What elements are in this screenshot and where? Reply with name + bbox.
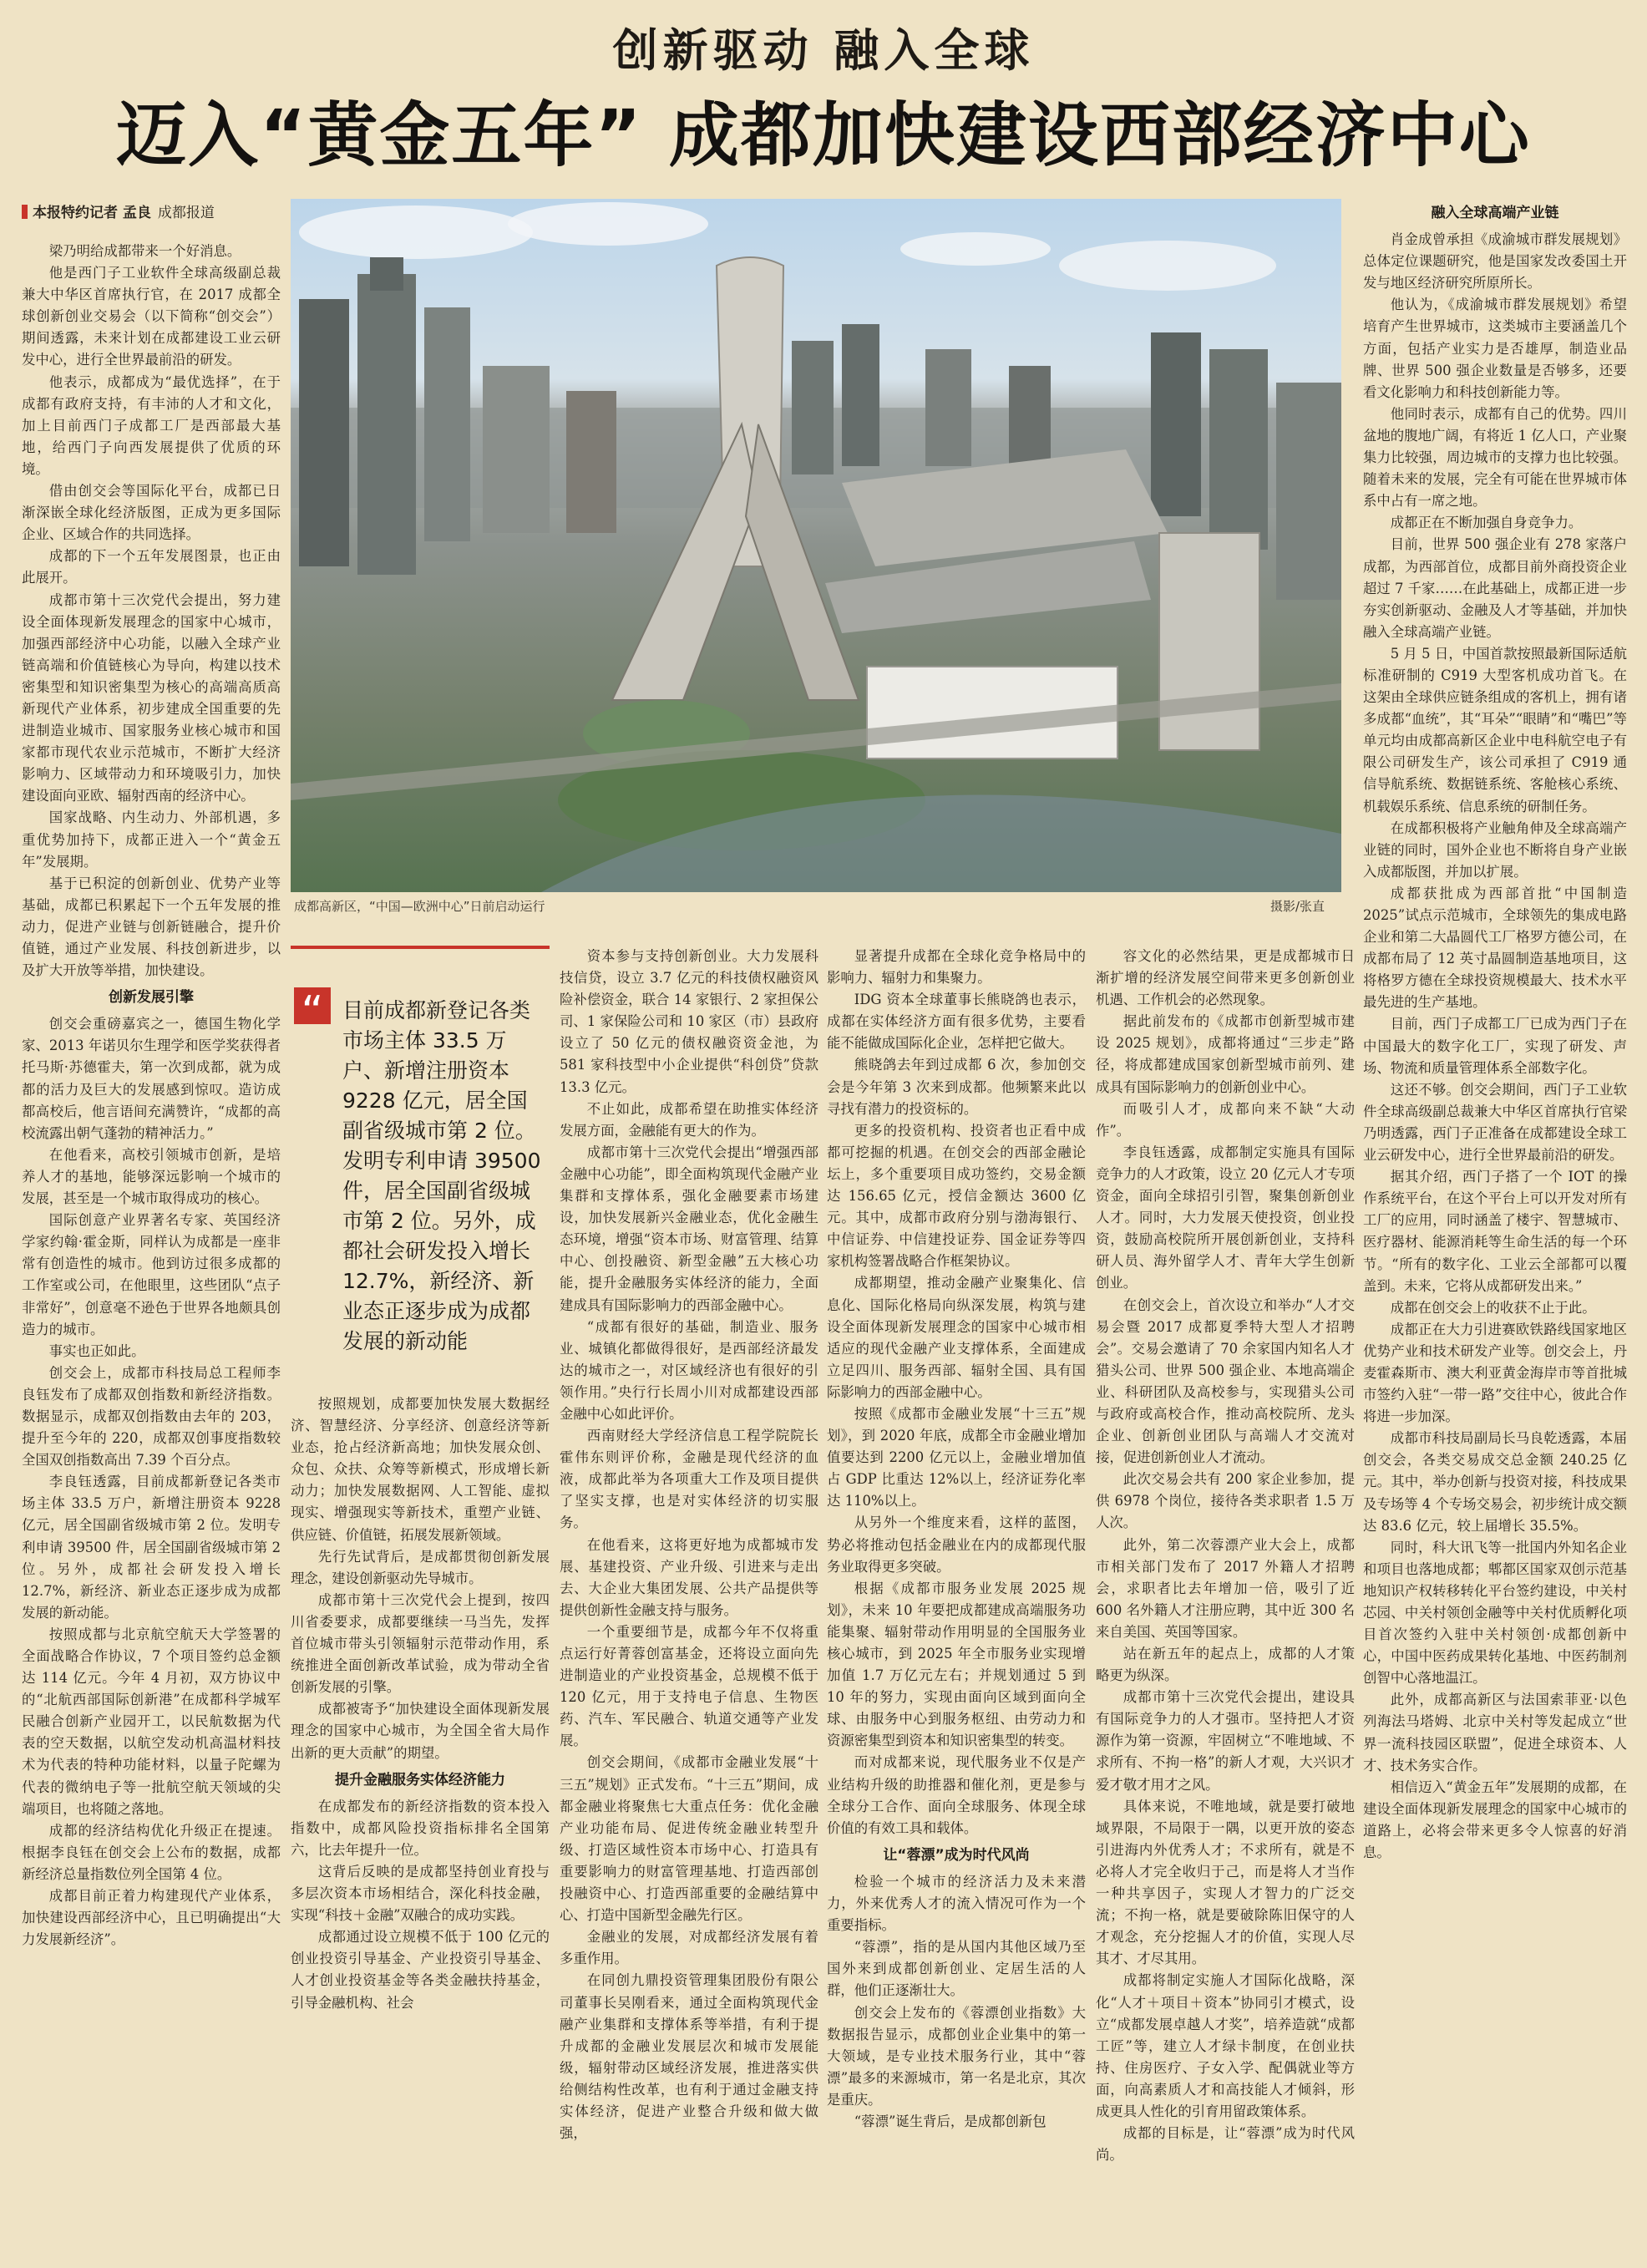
paragraph: 他是西门子工业软件全球高级副总裁兼大中华区首席执行官，在 2017 成都全球创新创业交易会（以下简称“创交会”）期间透露，未来计划在成都建设工业云研发中心，进行全世界最前沿的研发。: [22, 265, 281, 368]
paragraph: 他同时表示，成都有自己的优势。四川盆地的腹地广阔，有将近 1 亿人口，产业聚集力比较强，周边城市的支撑力也比较强。随着未来的发展，完全有可能在世界城市体系中占有一席之地。: [1363, 405, 1627, 510]
paragraph: 具体来说，不唯地域，就是要打破地域界限，不局限于一隅，以更开放的姿态引进海内外优秀人才；不求所有，就是不必将人才完全收归于己，而是将人才当作一种共享因子，实现人才智力的广泛交流；不拘一格，就是要破除陈旧保守的人才观念，充分挖掘人才的价值，实现人尽其才、才尽其用。: [1096, 1798, 1355, 1967]
paragraph: 他表示，成都成为“最优选择”，在于成都有政府支持，有丰沛的人才和文化，加上目前西门子成都工厂是西部最大基地，给西门子向西发展提供了优质的环境。: [22, 373, 281, 477]
paragraph: 在同创九鼎投资管理集团股份有限公司董事长吴刚看来，通过全面构筑现代金融产业集群和支撑体系等举措，有利于提升成都的金融业发展层次和城市发展能级，辐射带动区域经济发展，推进落实供给侧结构性改革，也有利于通过金融支持实体经济，促进产业整合升级和做大做强，: [560, 1972, 818, 2142]
paragraph: “成都有很好的基础，制造业、服务业、城镇化都做得很好，是西部经济最发达的城市之一，对区域经济也有很好的引领作用。”央行行长周小川对成都建设西部金融中心如此评价。: [560, 1318, 818, 1422]
paragraph: 同时，科大讯飞等一批国内外知名企业和项目也落地成都；郫都区国家双创示范基地知识产权转移转化平台签约建设，中关村芯园、中关村领创金融等中关村优质孵化项目首次签约入驻中关村领创·成都创新中心，中国中医药成果转化基地、中医药制剂创智中心落地温江。: [1363, 1539, 1627, 1687]
paragraph: 李良钰透露，成都制定实施具有国际竞争力的人才政策，设立 20 亿元人才专项资金，面向全球招引引智，聚集创新创业人才。同时，大力发展天使投资，创业投资，鼓励高校院所开展创新创业，支持科研人员、海外留学人才、青年大学生创新创业。: [1096, 1144, 1355, 1291]
paragraph: 按照规划，成都要加快发展大数据经济、智慧经济、分享经济、创意经济等新业态，抢占经济新高地；加快发展众创、众包、众扶、众筹等新模式，形成增长新动力；加快发展数据网、人工智能、虚拟现实、增强现实等新技术，重塑产业链、供应链、价值链，拓展发展新领域。: [291, 1396, 550, 1543]
column-4: [827, 946, 1086, 2255]
paragraph: 更多的投资机构、投资者也正看中成都可挖掘的机遇。在创交会的西部金融论坛上，多个重要项目成功签约，交易金额达 156.65 亿元，授信金额达 3600 亿元。其中，成都市政府分别与渤海银行、中信证券、中信建投证券、国金证券等四家机构签署战略合作框架协议。: [827, 1122, 1086, 1270]
paragraph: 一个重要细节是，成都今年不仅将重点运行好菁蓉创富基金，还将设立面向先进制造业的产业投资基金，总规模不低于 120 亿元，用于支持电子信息、生物医药、汽车、军民融合、轨道交通等产业发展。: [560, 1623, 818, 1749]
column-3: [560, 946, 818, 2255]
paragraph: 他认为，《成渝城市群发展规划》希望培育产生世界城市，这类城市主要涵盖几个方面，包括产业实力是否雄厚，制造业品牌、世界 500 强企业数量是否够多，还要看文化影响力和科技创新能力等。: [1363, 297, 1627, 400]
paragraph: 成都被寄予“加快建设全面体现新发展理念的国家中心城市，为全国全省大局作出新的更大贡献”的期望。: [291, 1701, 550, 1761]
paragraph: 此外，成都高新区与法国索菲亚·以色列海法马塔姆、北京中关村等发起成立“世界一流科技园区联盟”，促进全球资本、人才、技术务实合作。: [1363, 1692, 1627, 1773]
paragraph: 此次交易会共有 200 家企业参加，提供 6978 个岗位，接待各类求职者 1.5 万人次。: [1096, 1471, 1355, 1531]
photo-illustration: [291, 199, 1341, 892]
quote-text: 目前成都新登记各类市场主体 33.5 万户、新增注册资本 9228 亿元，居全国副省级城市第 2 位。发明专利申请 39500 件，居全国副省级城市第 2 位。另外，成都社会研发投入增长 12.7%，新经济、新业态正逐步成为成都发展的新动能: [342, 998, 541, 1353]
section-heading: 提升金融服务实体经济能力: [335, 1771, 505, 1789]
paragraph: 检验一个城市的经济活力及未来潜力，外来优秀人才的流入情况可作为一个重要指标。: [827, 1873, 1086, 1934]
paragraph: “蓉漂”诞生背后，是成都创新包: [854, 2113, 1046, 2129]
paragraph: 成都市第十三次党代会提出，努力建设全面体现新发展理念的国家中心城市，加强西部经济中心功能，以融入全球产业链高端和价值链核心为导向，构建以技术密集型和知识密集型为核心的高端高质高新现代产业体系，初步建成全国重要的先进制造业城市、国家服务业核心城市和国家都市现代农业示范城市，不断扩大经济影响力、区域带动力和环境吸引力，加快建设面向亚欧、辐射西南的经济中心。: [22, 591, 281, 804]
paragraph: 此外，第二次蓉漂产业大会上，成都市相关部门发布了 2017 外籍人才招聘会，求职者比去年增加一倍，吸引了近 600 名外籍人才注册应聘，其中近 300 名来自美国、英国等国家。: [1096, 1536, 1355, 1640]
paragraph: 这背后反映的是成都坚持创业育投与多层次资本市场相结合，深化科技金融，实现“科技＋金融”双融合的成功实践。: [291, 1863, 550, 1924]
paragraph: 成都市科技局副局长马良乾透露，本届创交会，各类交易成交总金额 240.25 亿元。其中，举办创新与投资对接，科技成果及专场等 4 个专场交易会，初步统计成交额达 83.6 亿元，较上届增长 35.5%。: [1363, 1430, 1627, 1534]
paragraph: 容文化的必然结果，更是成都城市日渐扩增的经济发展空间带来更多创新创业机遇、工作机会的必然现象。: [1096, 948, 1355, 1008]
paragraph: 成都的下一个五年发展图景，也正由此展开。: [22, 548, 281, 586]
paragraph: 站在新五年的起点上，成都的人才策略更为纵深。: [1096, 1646, 1355, 1684]
section-heading: 创新发展引擎: [109, 989, 194, 1007]
paragraph: 西南财经大学经济信息工程学院院长霍伟东则评价称，金融是现代经济的血液，成都此举为各项重大工作及项目提供了坚实支撑，也是对实体经济的切实服务。: [560, 1428, 818, 1531]
paragraph: 创交会重磅嘉宾之一，德国生物化学家、2013 年诺贝尔生理学和医学奖获得者托马斯·苏德霍夫，第一次到成都，就为成都的活力及巨大的发展感到惊叹。造访成都高校后，他言语间充满赞许，“成都的高校流露出朝气蓬勃的精神活力。”: [22, 1016, 281, 1141]
paragraph: 按照成都与北京航空航天大学签署的全面战略合作协议，7 个项目签约总金额达 114 亿元。今年 4 月初，双方协议中的“北航西部国际创新港”在成都科学城军民融合创新产业园开工，以民航数据为代表的空天数据，以航空发动机高温材料技术为代表的特种功能材料，以量子陀螺为代表的微纳电子等一批航空航天领域的尖端项目，也将随之落地。: [22, 1626, 281, 1817]
paragraph: 而对成都来说，现代服务业不仅是产业结构升级的助推器和催化剂，更是参与全球分工合作、面向全球服务、体现全球价值的有效工具和载体。: [827, 1754, 1086, 1836]
photo-caption: [291, 896, 1341, 916]
paragraph: 在成都积极将产业触角伸及全球高端产业链的同时，国外企业也不断将自身产业嵌入成都版图，并加以扩展。: [1363, 819, 1627, 880]
paragraph: 成都在创交会上的收获不止于此。: [1390, 1299, 1596, 1316]
paragraph: 而吸引人才，成都向来不缺“大动作”。: [1096, 1100, 1355, 1139]
paragraph: 按照《成都市金融业发展“十三五”规划》，到 2020 年底，成都全市金融业增加值要达到 2200 亿元以上，金融业增加值占 GDP 比重达 12%以上，经济证券化率达 110%以上。: [827, 1405, 1086, 1509]
paragraph: 李良钰透露，目前成都新登记各类市场主体 33.5 万户，新增注册资本 9228 亿元，居全国副省级城市第 2 位。发明专利申请 39500 件，居全国副省级城市第 2 位。另外，成都社会研发投入增长 12.7%，新经济、新业态正逐步成为成都发展的新动能。: [22, 1474, 281, 1621]
paragraph: 成都的经济结构优化升级正在提速。根据李良钰在创交会上公布的数据，成都新经济总量指数位列全国第 4 位。: [22, 1822, 281, 1882]
paragraph: 成都期望，推动金融产业聚集化、信息化、国际化格局向纵深发展，构筑与建设全面体现新发展理念的国家中心城市相适应的现代金融产业支撑体系，全面建成立足四川、服务西部、辐射全国、具有国际影响力的西部金融中心。: [827, 1275, 1086, 1400]
paragraph: 从另外一个维度来看，这样的蓝图，势必将推动包括金融业在内的成都现代服务业取得更多突破。: [827, 1515, 1086, 1575]
photo: [291, 199, 1341, 892]
photo-credit: 摄影/张直: [1269, 899, 1325, 914]
paragraph: “蓉漂”，指的是从国内其他区域乃至国外来到成都创新创业、定居生活的人群，他们正逐渐壮大。: [827, 1939, 1086, 1999]
paragraph: 成都市第十三次党代会提出，建设具有国际竞争力的人才强市。坚持把人才资源作为第一资源，牢固树立“不唯地域、不求所有、不拘一格”的新人才观，大兴识才爱才敬才用才之风。: [1096, 1689, 1355, 1793]
paragraph: 成都正在不断加强自身竞争力。: [1390, 515, 1583, 531]
column-5: [1096, 946, 1355, 2255]
paragraph: 创交会期间，《成都市金融业发展“十三五”规划》正式发布。“十三五”期间，成都金融业将聚焦七大重点任务：优化金融产业功能布局、促进传统金融业转型升级、打造区域性资本市场中心、打造具有重要影响力的财富管理基地、打造西部创投融资中心、打造西部重要的金融结算中心、打造中国新型金融先行区。: [560, 1754, 818, 1924]
paragraph: 成都市第十三次党代会提出“增强西部金融中心功能”，即全面构筑现代金融产业集群和支撑体系，强化金融要素市场建设，加快发展新兴金融业态，优化金融生态环境，增强“资本市场、财富管理、结算中心、创投融资、新型金融”五大核心功能，提升金融服务实体经济的能力，全面建成具有国际影响力的西部金融中心。: [560, 1144, 818, 1313]
paragraph: 在创交会上，首次设立和举办“人才交易会暨 2017 成都夏季特大型人才招聘会”。交易会邀请了 70 余家国内知名人才猎头公司、世界 500 强企业、本地高端企业、科研团队及高校参与，实现猎头公司与政府或高校合作，推动高校院所、龙头企业、创新创业团队与高端人才交流对接，促进创新创业人才流动。: [1096, 1296, 1355, 1466]
headline: 迈入“黄金五年” 成都加快建设西部经济中心: [116, 94, 1531, 176]
caption-text: 成都高新区，“中国—欧洲中心”日前启动运行: [294, 899, 545, 914]
paragraph: 5 月 5 日，中国首款按照最新国际适航标准研制的 C919 大型客机成功首飞。在这架由全球供应链条组成的客机上，拥有诸多成都“血统”，其“耳朵”“眼睛”和“嘴巴”等单元均由成都高新区企业中电科航空电子有限公司研发生产，该公司承担了 C919 通信导航系统、数据链系统、客舱核心系统、机载娱乐系统、信息系统的研制任务。: [1363, 645, 1627, 814]
paragraph: 在他看来，这将更好地为成都城市发展、基建投资、产业升级、引进来与走出去、大企业大集团发展、公共产品提供等提供创新性金融支持与服务。: [560, 1536, 818, 1618]
paragraph: 这还不够。创交会期间，西门子工业软件全球高级副总裁兼大中华区首席执行官梁乃明透露，西门子正准备在成都建设全球工业云研发中心，进行全世界最前沿的研发。: [1363, 1081, 1627, 1164]
column-2: [291, 1393, 550, 2255]
byline-marker: [22, 205, 28, 219]
paragraph: 成都的目标是，让“蓉漂”成为时代风尚。: [1096, 2125, 1355, 2164]
paragraph: 成都正在大力引进赛欧铁路线国家地区优势产业和技术研发产业等。创交会上，丹麦霍森斯市、澳大利亚黄金海岸市等首批城市签约入驻“一带一路”交往中心，彼此合作将进一步加深。: [1363, 1321, 1627, 1425]
paragraph: 基于已积淀的创新创业、优势产业等基础，成都已积累起下一个五年发展的推动力，促进产业链与创新链融合，提升价值链，通过产业发展、科技创新进步，以及扩大开放等举措，加快建设。: [22, 875, 281, 979]
paragraph: 显著提升成都在全球化竞争格局中的影响力、辐射力和集聚力。: [827, 948, 1086, 987]
paragraph: 创交会上，成都市科技局总工程师李良钰发布了成都双创指数和新经济指数。数据显示，成都双创指数由去年的 203，提升至今年的 220，成都双创事度指数较全国双创指数高出 7.39 个百分点。: [22, 1364, 281, 1469]
paragraph: 创交会上发布的《蓉漂创业指数》大数据报告显示，成都创业企业集中的第一大领域，是专业技术服务行业，其中“蓉漂”最多的来源城市，第一名是北京，其次是重庆。: [827, 2004, 1086, 2108]
paragraph: 在成都发布的新经济指数的资本投入指数中，成都风险投资指标排名全国第六，比去年提升一位。: [291, 1798, 550, 1858]
paragraph: 国家战略、内生动力、外部机遇，多重优势加持下，成都正进入一个“黄金五年”发展期。: [22, 809, 281, 870]
paragraph: 金融业的发展，对成都经济发展有着多重作用。: [560, 1929, 818, 1967]
paragraph: 梁乃明给成都带来一个好消息。: [48, 243, 241, 259]
paragraph: 不止如此，成都希望在助推实体经济发展方面，金融能有更大的作为。: [560, 1100, 818, 1139]
byline-name: 孟良: [122, 205, 151, 221]
kicker: 创新驱动 融入全球: [612, 24, 1035, 77]
paragraph: 国际创意产业界著名专家、英国经济学家约翰·霍金斯，同样认为成都是一座非常有创造性的城市。他到访过很多成都的工作室或公司，在他眼里，这些团队“点子非常好”，创意毫不逊色于世界各地颇具创造力的城市。: [22, 1212, 281, 1337]
paragraph: 肖金成曾承担《成渝城市群发展规划》总体定位课题研究，他是国家发改委国土开发与地区经济研究所原所长。: [1363, 231, 1627, 292]
column-1: [22, 241, 281, 2255]
paragraph: 熊晓鸽去年到过成都 6 次，参加创交会是今年第 3 次来到成都。他频繁来此以寻找有潜力的投资标的。: [827, 1057, 1086, 1117]
byline-role: 本报特约记者: [33, 205, 118, 221]
paragraph: 据其介绍，西门子搭了一个 IOT 的操作系统平台，在这个平台上可以开发对所有工厂的应用，同时涵盖了楼宇、智慧城市、医疗器材、能源消耗等生命生活的每一个环节。“所有的数字化、工业云全部都可以覆盖到。未来，它将从成都研发出来。”: [1363, 1169, 1627, 1294]
paragraph: 成都通过设立规模不低于 100 亿元的创业投资引导基金、产业投资引导基金、人才创业投资基金等各类金融扶持基金，引导金融机构、社会: [291, 1929, 550, 2011]
paragraph: 目前，西门子成都工厂已成为西门子在中国最大的数字化工厂，实现了研发、声场、物流和质量管理体系全部数字化。: [1363, 1016, 1627, 1076]
paragraph: IDG 资本全球董事长熊晓鸽也表示，成都在实体经济方面有很多优势，主要看能不能做成国际化企业，怎样把它做大。: [827, 992, 1086, 1052]
paragraph: 根据《成都市服务业发展 2025 规划》，未来 10 年要把成都建成高端服务功能集聚、辐射带动作用明显的全国服务业核心城市，到 2025 年全市服务业实现增加值 1.7 万亿元左右；并规划通过 5 到 10 年的努力，实现由面向区域到面向全球、由服务中心到服务枢纽、由劳动力和资源密集型到资本和知识密集型的转变。: [827, 1580, 1086, 1749]
quote-mark-icon: “: [294, 987, 331, 1024]
paragraph: 事实也正如此。: [48, 1342, 145, 1359]
paragraph: 相信迈入“黄金五年”发展期的成都，在建设全面体现新发展理念的国家中心城市的道路上，必将会带来更多令人惊喜的好消息。: [1363, 1778, 1627, 1861]
paragraph: 先行先试背后，是成都贯彻创新发展理念，建设创新驱动先导城市。: [291, 1548, 550, 1586]
paragraph: 据此前发布的《成都市创新型城市建设 2025 规划》，成都将通过“三步走”路径，将成都建成国家创新型城市前列、建成具有国际影响力的创新创业中心。: [1096, 1013, 1355, 1095]
paragraph: 资本参与支持创新创业。大力发展科技信贷，设立 3.7 亿元的科技债权融资风险补偿资金，联合 14 家银行、2 家担保公司、1 家保险公司和 10 家区（市）县政府设立了 50 亿元的债权融资资金池，为 581 家科技型中小企业提供“科创贷”贷款 13.3 亿元。: [560, 948, 818, 1095]
section-heading: 让“蓉漂”成为时代风尚: [883, 1846, 1030, 1864]
pull-quote: [291, 946, 550, 1383]
paragraph: 成都将制定实施人才国际化战略，深化“人才＋项目＋资本”协同引才模式，设立“成都发展卓越人才奖”，培养造就“成都工匠”等，建立人才绿卡制度，在创业扶持、住房医疗、子女入学、配偶就业等方面，向高素质人才和高技能人才倾斜，形成更具人性化的引育用留政策体系。: [1096, 1972, 1355, 2119]
section-heading: 融入全球高端产业链: [1431, 205, 1559, 221]
paragraph: 成都目前正着力构建现代产业体系，加快建设西部经济中心，且已明确提出“大力发展新经济”。: [22, 1888, 281, 1948]
paragraph: 成都获批成为西部首批“中国制造 2025”试点示范城市，全球领先的集成电路企业和第二大晶圆代工厂格罗方德公司，在成都布局了 12 英寸晶圆制造基地项目，这将格罗方德在全球投资规模最大、技术水平最先进的生产基地。: [1363, 885, 1627, 1011]
paragraph: 目前，世界 500 强企业有 278 家落户成都，为西部首位，成都目前外商投资企业超过 7 千家……在此基础上，成都正进一步夯实创新驱动、金融及人才等基础，并加快融入全球高端产业链。: [1363, 536, 1627, 640]
byline-location: 成都报道: [157, 205, 215, 221]
column-6: [1363, 197, 1627, 2255]
paragraph: 成都市第十三次党代会上提到，按四川省委要求，成都要继续一马当先，发挥首位城市带头引领辐射示范带动作用，系统推进全面创新改革试验，成为带动全省创新发展的引擎。: [291, 1591, 550, 1696]
paragraph: 借由创交会等国际化平台，成都已日渐深嵌全球化经济版图，正成为更多国际企业、区域合作的共同选择。: [22, 483, 281, 543]
byline: [22, 200, 281, 221]
paragraph: 在他看来，高校引领城市创新，是培养人才的基地，能够深远影响一个城市的发展，甚至是一个城市取得成功的核心。: [22, 1146, 281, 1207]
